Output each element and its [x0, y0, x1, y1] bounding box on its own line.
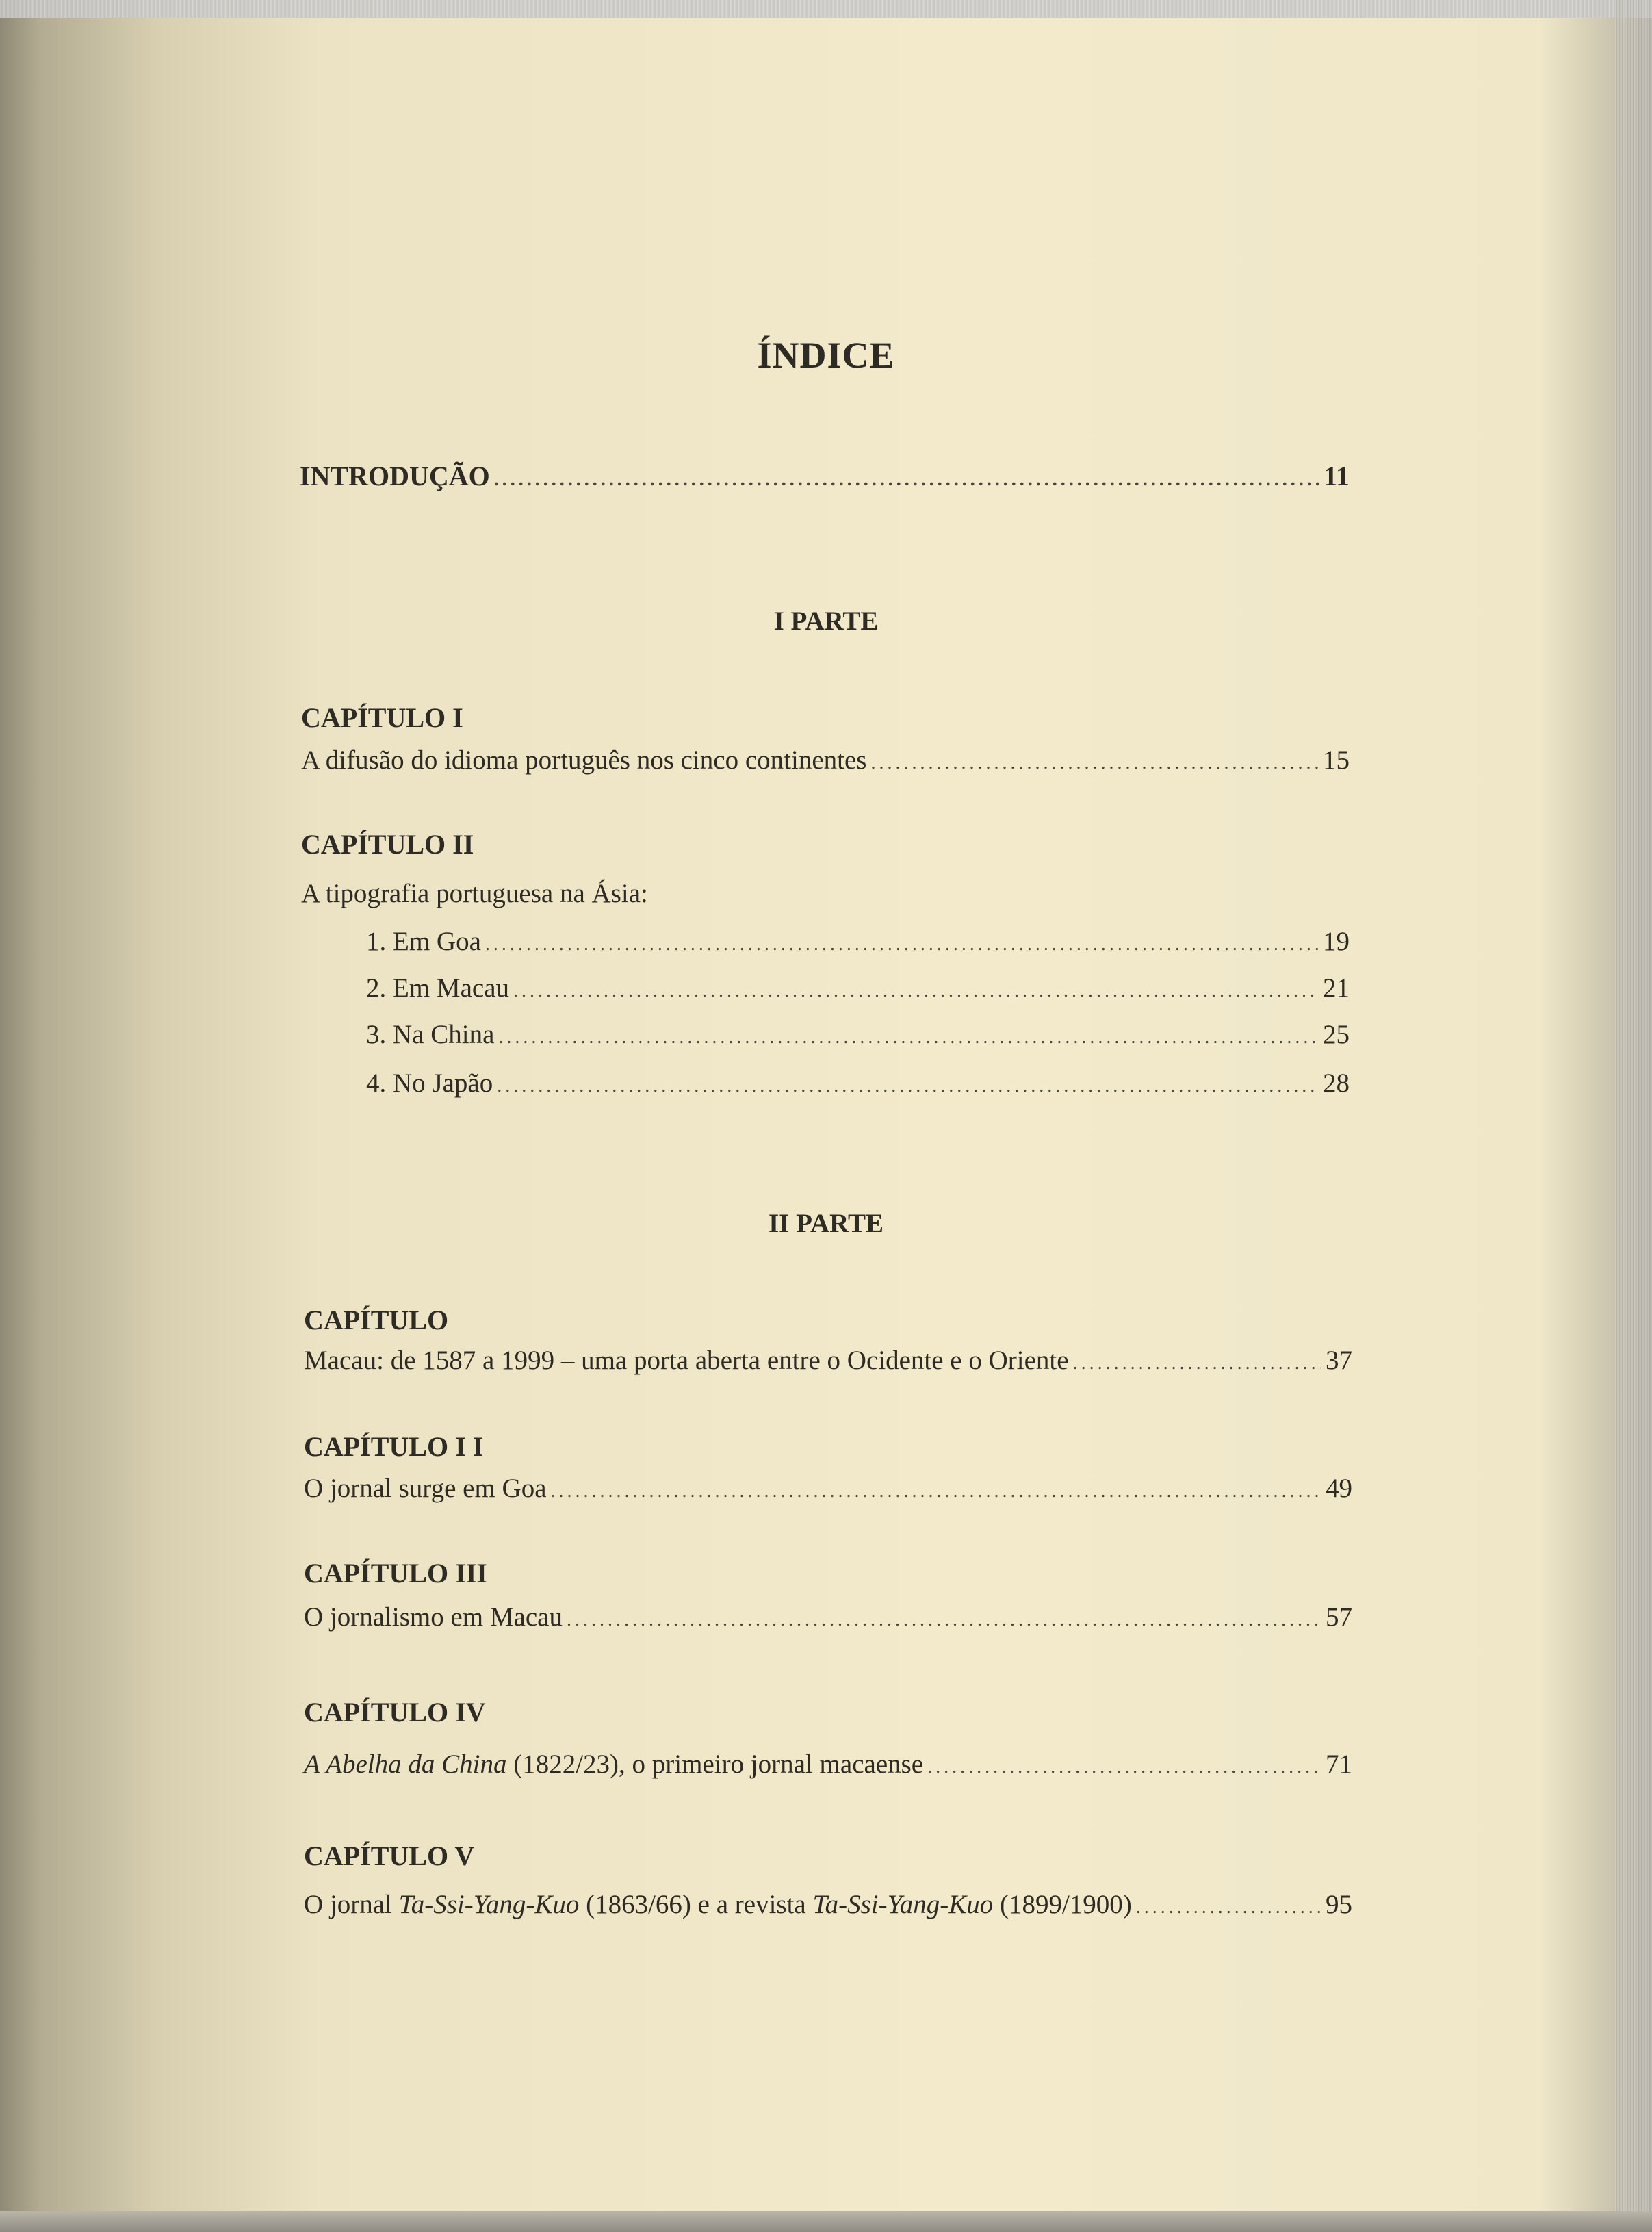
- chapter-heading: CAPÍTULO I I: [304, 1431, 484, 1462]
- toc-entry-text: (1822/23), o primeiro jornal macaense: [506, 1749, 924, 1779]
- toc-entry-label: O jornal surge em Goa: [304, 1474, 547, 1503]
- toc-entry-label: [304, 1889, 1132, 1920]
- dot-leader: [1073, 1352, 1321, 1374]
- dot-leader: [513, 980, 1319, 1002]
- toc-entry-text: O jornal: [304, 1890, 399, 1919]
- toc-entry-label: O jornalismo em Macau: [304, 1602, 563, 1632]
- toc-entry-label: Macau: de 1587 a 1999 – uma porta aberta entre o Ocidente e o Oriente: [304, 1346, 1069, 1375]
- toc-entry-introducao: [300, 460, 1350, 492]
- toc-entry: [301, 745, 1350, 775]
- toc-entry-text: (1899/1900): [993, 1890, 1132, 1919]
- dot-leader: [498, 1027, 1319, 1049]
- toc-entry: [304, 1749, 1352, 1780]
- toc-entry-label: A difusão do idioma português nos cinco continentes: [301, 745, 867, 775]
- dot-leader: [870, 752, 1319, 774]
- chapter-heading: CAPÍTULO V: [304, 1840, 475, 1871]
- index-title: ÍNDICE: [757, 335, 895, 376]
- toc-subheading: A tipografia portuguesa na Ásia:: [301, 879, 648, 908]
- dot-leader: [551, 1480, 1321, 1502]
- toc-entry-label: 4. No Japão: [366, 1068, 493, 1098]
- toc-entry: [304, 1345, 1352, 1376]
- chapter-heading: CAPÍTULO: [304, 1305, 449, 1335]
- toc-entry-label: 2. Em Macau: [366, 973, 510, 1003]
- toc-page-number: 95: [1326, 1890, 1352, 1919]
- toc-subentry: [366, 926, 1350, 957]
- periodical-title: Ta-Ssi-Yang-Kuo: [812, 1890, 994, 1919]
- dot-leader: [485, 934, 1319, 955]
- chapter-heading: CAPÍTULO I: [301, 702, 463, 733]
- toc-page-number: 49: [1326, 1474, 1352, 1503]
- toc-page-number: 19: [1323, 927, 1350, 956]
- part-heading-1: I PARTE: [773, 606, 879, 636]
- dot-leader: [497, 1075, 1319, 1097]
- toc-entry-label: 3. Na China: [366, 1020, 495, 1049]
- toc-page-number: 57: [1326, 1602, 1352, 1632]
- toc-subentry: [366, 1068, 1350, 1099]
- periodical-title: Ta-Ssi-Yang-Kuo: [398, 1890, 580, 1919]
- scan-top-edge: [0, 0, 1652, 18]
- toc-entry: [304, 1473, 1352, 1504]
- periodical-title: A Abelha da China: [304, 1749, 507, 1779]
- toc-entry: [304, 1602, 1352, 1632]
- part-heading-2: II PARTE: [768, 1209, 884, 1238]
- toc-page-number: 11: [1324, 461, 1350, 491]
- dot-leader: [494, 469, 1319, 491]
- toc-page-number: 21: [1323, 973, 1350, 1003]
- toc-page-number: 28: [1323, 1068, 1350, 1098]
- toc-subentry: [366, 973, 1350, 1003]
- toc-page-number: 71: [1326, 1749, 1352, 1779]
- toc-subentry: [366, 1019, 1350, 1050]
- chapter-heading: CAPÍTULO III: [304, 1558, 487, 1589]
- toc-page-number: 25: [1323, 1020, 1350, 1049]
- toc-entry-text: (1863/66) e a revista: [579, 1890, 813, 1919]
- toc-entry-label: INTRODUÇÃO: [300, 461, 490, 491]
- toc-page-number: 37: [1326, 1346, 1352, 1375]
- dot-leader: [567, 1609, 1321, 1631]
- toc-page-number: 15: [1323, 745, 1350, 775]
- toc-entry-label: [304, 1749, 923, 1780]
- toc-entry: [304, 1889, 1352, 1920]
- toc-entry-label: 1. Em Goa: [366, 927, 481, 956]
- dot-leader: [1136, 1897, 1321, 1919]
- scan-bottom-edge: [0, 2211, 1652, 2232]
- dot-leader: [927, 1756, 1321, 1778]
- chapter-heading: CAPÍTULO II: [301, 829, 474, 860]
- chapter-heading: CAPÍTULO IV: [304, 1697, 486, 1728]
